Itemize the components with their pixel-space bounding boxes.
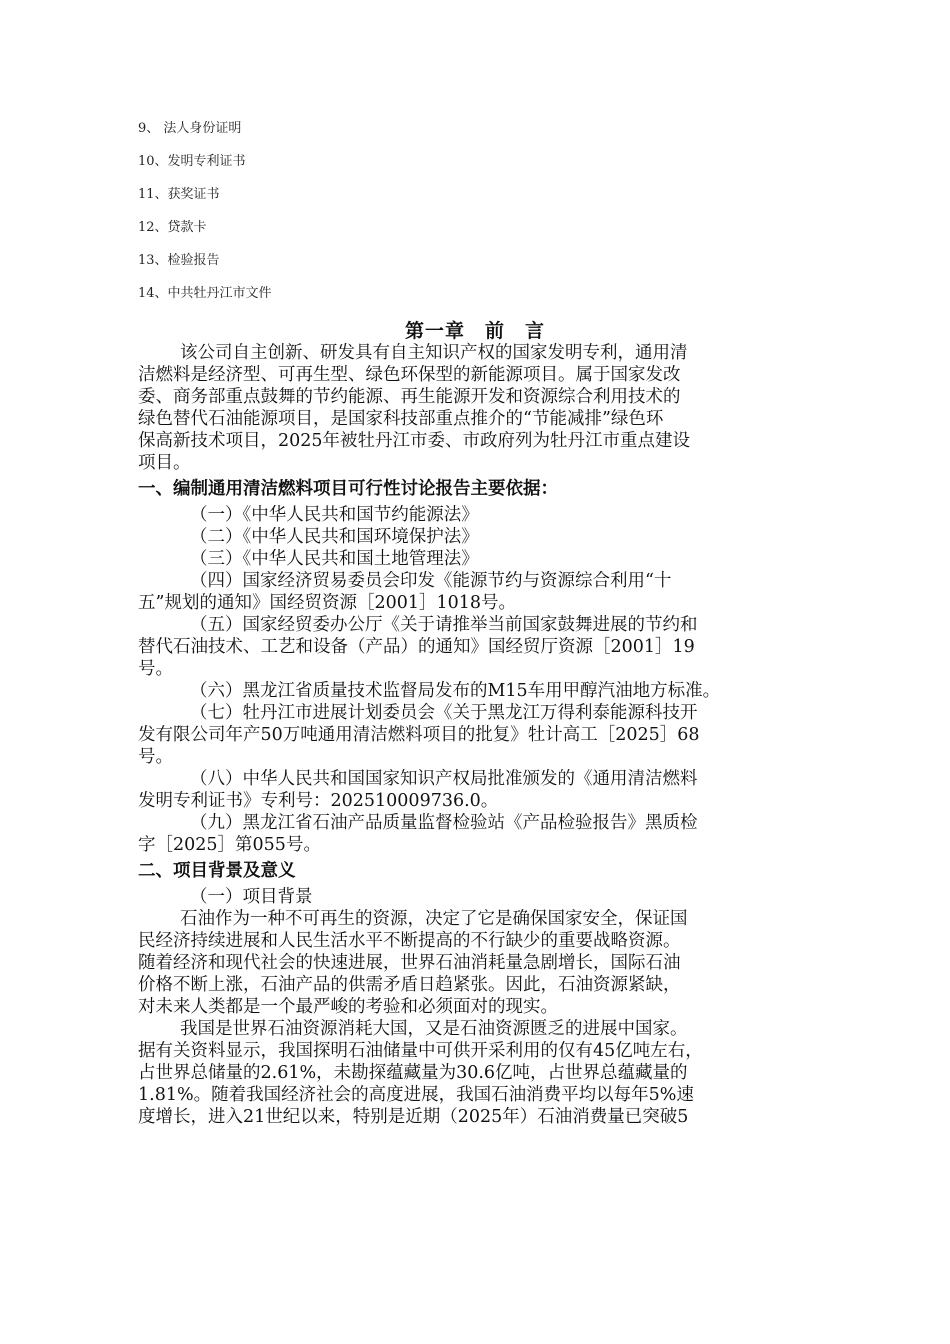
basis-item-cont: 号。 [138, 659, 173, 679]
basis-item: （一）《中华人民共和国节约能源法》 [190, 505, 479, 525]
basis-item-cont: 发明专利证书》专利号：202510009736.0。 [138, 791, 499, 811]
list-item: 13、检验报告 [138, 253, 220, 268]
basis-list [138, 504, 858, 856]
list-item: 14、中共牡丹江市文件 [138, 286, 272, 301]
text-line: 1.81%。随着我国经济社会的高度进展，我国石油消费平均以每年5%速 [138, 1085, 694, 1105]
list-item: 12、贷款卡 [138, 220, 207, 235]
basis-item-cont: 号。 [138, 747, 173, 767]
section-heading: 一、编制通用清洁燃料项目可行性讨论报告主要依据： [138, 479, 558, 499]
basis-item: （三）《中华人民共和国土地管理法》 [190, 549, 479, 569]
basis-item: （二）《中华人民共和国环境保护法》 [190, 527, 479, 547]
text-line: 占世界总储量的2.61%，未勘探蕴藏量为30.6亿吨，占世界总蕴藏量的 [138, 1063, 688, 1083]
text-line: 度增长，进入21世纪以来，特别是近期（2025年）石油消费量已突破5 [138, 1107, 689, 1127]
text-line: 价格不断上涨，石油产品的供需矛盾日趋紧张。因此，石油资源紧缺， [138, 975, 681, 995]
background-paragraph [138, 908, 858, 1018]
list-item: 9、 法人身份证明 [138, 121, 242, 136]
text-line: 绿色替代石油能源项目，是国家科技部重点推介的“节能减排”绿色环 [138, 409, 664, 429]
text-line: 随着经济和现代社会的快速进展，世界石油消耗量急剧增长，国际石油 [138, 953, 681, 973]
basis-item: （七）牡丹江市进展计划委员会《关于黑龙江万得利泰能源科技开 [190, 703, 698, 723]
basis-item: （八）中华人民共和国国家知识产权局批准颁发的《通用清洁燃料 [190, 769, 698, 789]
text-line: 保高新技术项目，2025年被牡丹江市委、市政府列为牡丹江市重点建设 [138, 431, 691, 451]
basis-item-cont: 五”规划的通知》国经贸资源［2001］1018号。 [138, 593, 517, 613]
text-line: 对未来人类都是一个最严峻的考验和必须面对的现实。 [138, 997, 558, 1017]
basis-item-cont: 发有限公司年产50万吨通用清洁燃料项目的批复》牡计高工［2025］68 [138, 725, 700, 745]
text-line: 项目。 [138, 453, 191, 473]
background-paragraph [138, 1018, 858, 1128]
basis-item: （六）黑龙江省质量技术监督局发布的M15车用甲醇汽油地方标准。 [190, 681, 721, 701]
basis-item-cont: 替代石油技术、工艺和设备（产品）的通知》国经贸厅资源［2001］19 [138, 637, 695, 657]
text-line: 该公司自主创新、研发具有自主知识产权的国家发明专利，通用清 [180, 343, 688, 363]
body-text [138, 342, 858, 1128]
text-line: 石油作为一种不可再生的资源，决定了它是确保国家安全，保证国 [180, 909, 688, 929]
text-line: 民经济持续进展和人民生活水平不断提高的不行缺少的重要战略资源。 [138, 931, 681, 951]
list-item: 10、发明专利证书 [138, 154, 246, 169]
text-line: 据有关资料显示，我国探明石油储量中可供开采利用的仅有45亿吨左右， [138, 1041, 703, 1061]
text-line: 洁燃料是经济型、可再生型、绿色环保型的新能源项目。属于国家发改 [138, 365, 681, 385]
subsection-heading: （一）项目背景 [190, 887, 313, 907]
basis-item-cont: 字［2025］第055号。 [138, 835, 321, 855]
basis-item: （九）黑龙江省石油产品质量监督检验站《产品检验报告》黑质检 [190, 813, 698, 833]
basis-item: （四）国家经济贸易委员会印发《能源节约与资源综合利用“十 [190, 571, 672, 591]
chapter-title: 第一章 前 言 [404, 320, 545, 342]
text-line: 委、商务部重点鼓舞的节约能源、再生能源开发和资源综合利用技术的 [138, 387, 681, 407]
intro-paragraph [138, 342, 858, 474]
section-heading: 二、项目背景及意义 [138, 861, 296, 881]
text-line: 我国是世界石油资源消耗大国，又是石油资源匮乏的进展中国家。 [180, 1019, 688, 1039]
list-item: 11、获奖证书 [138, 187, 220, 202]
basis-item: （五）国家经贸委办公厅《关于请推举当前国家鼓舞进展的节约和 [190, 615, 698, 635]
